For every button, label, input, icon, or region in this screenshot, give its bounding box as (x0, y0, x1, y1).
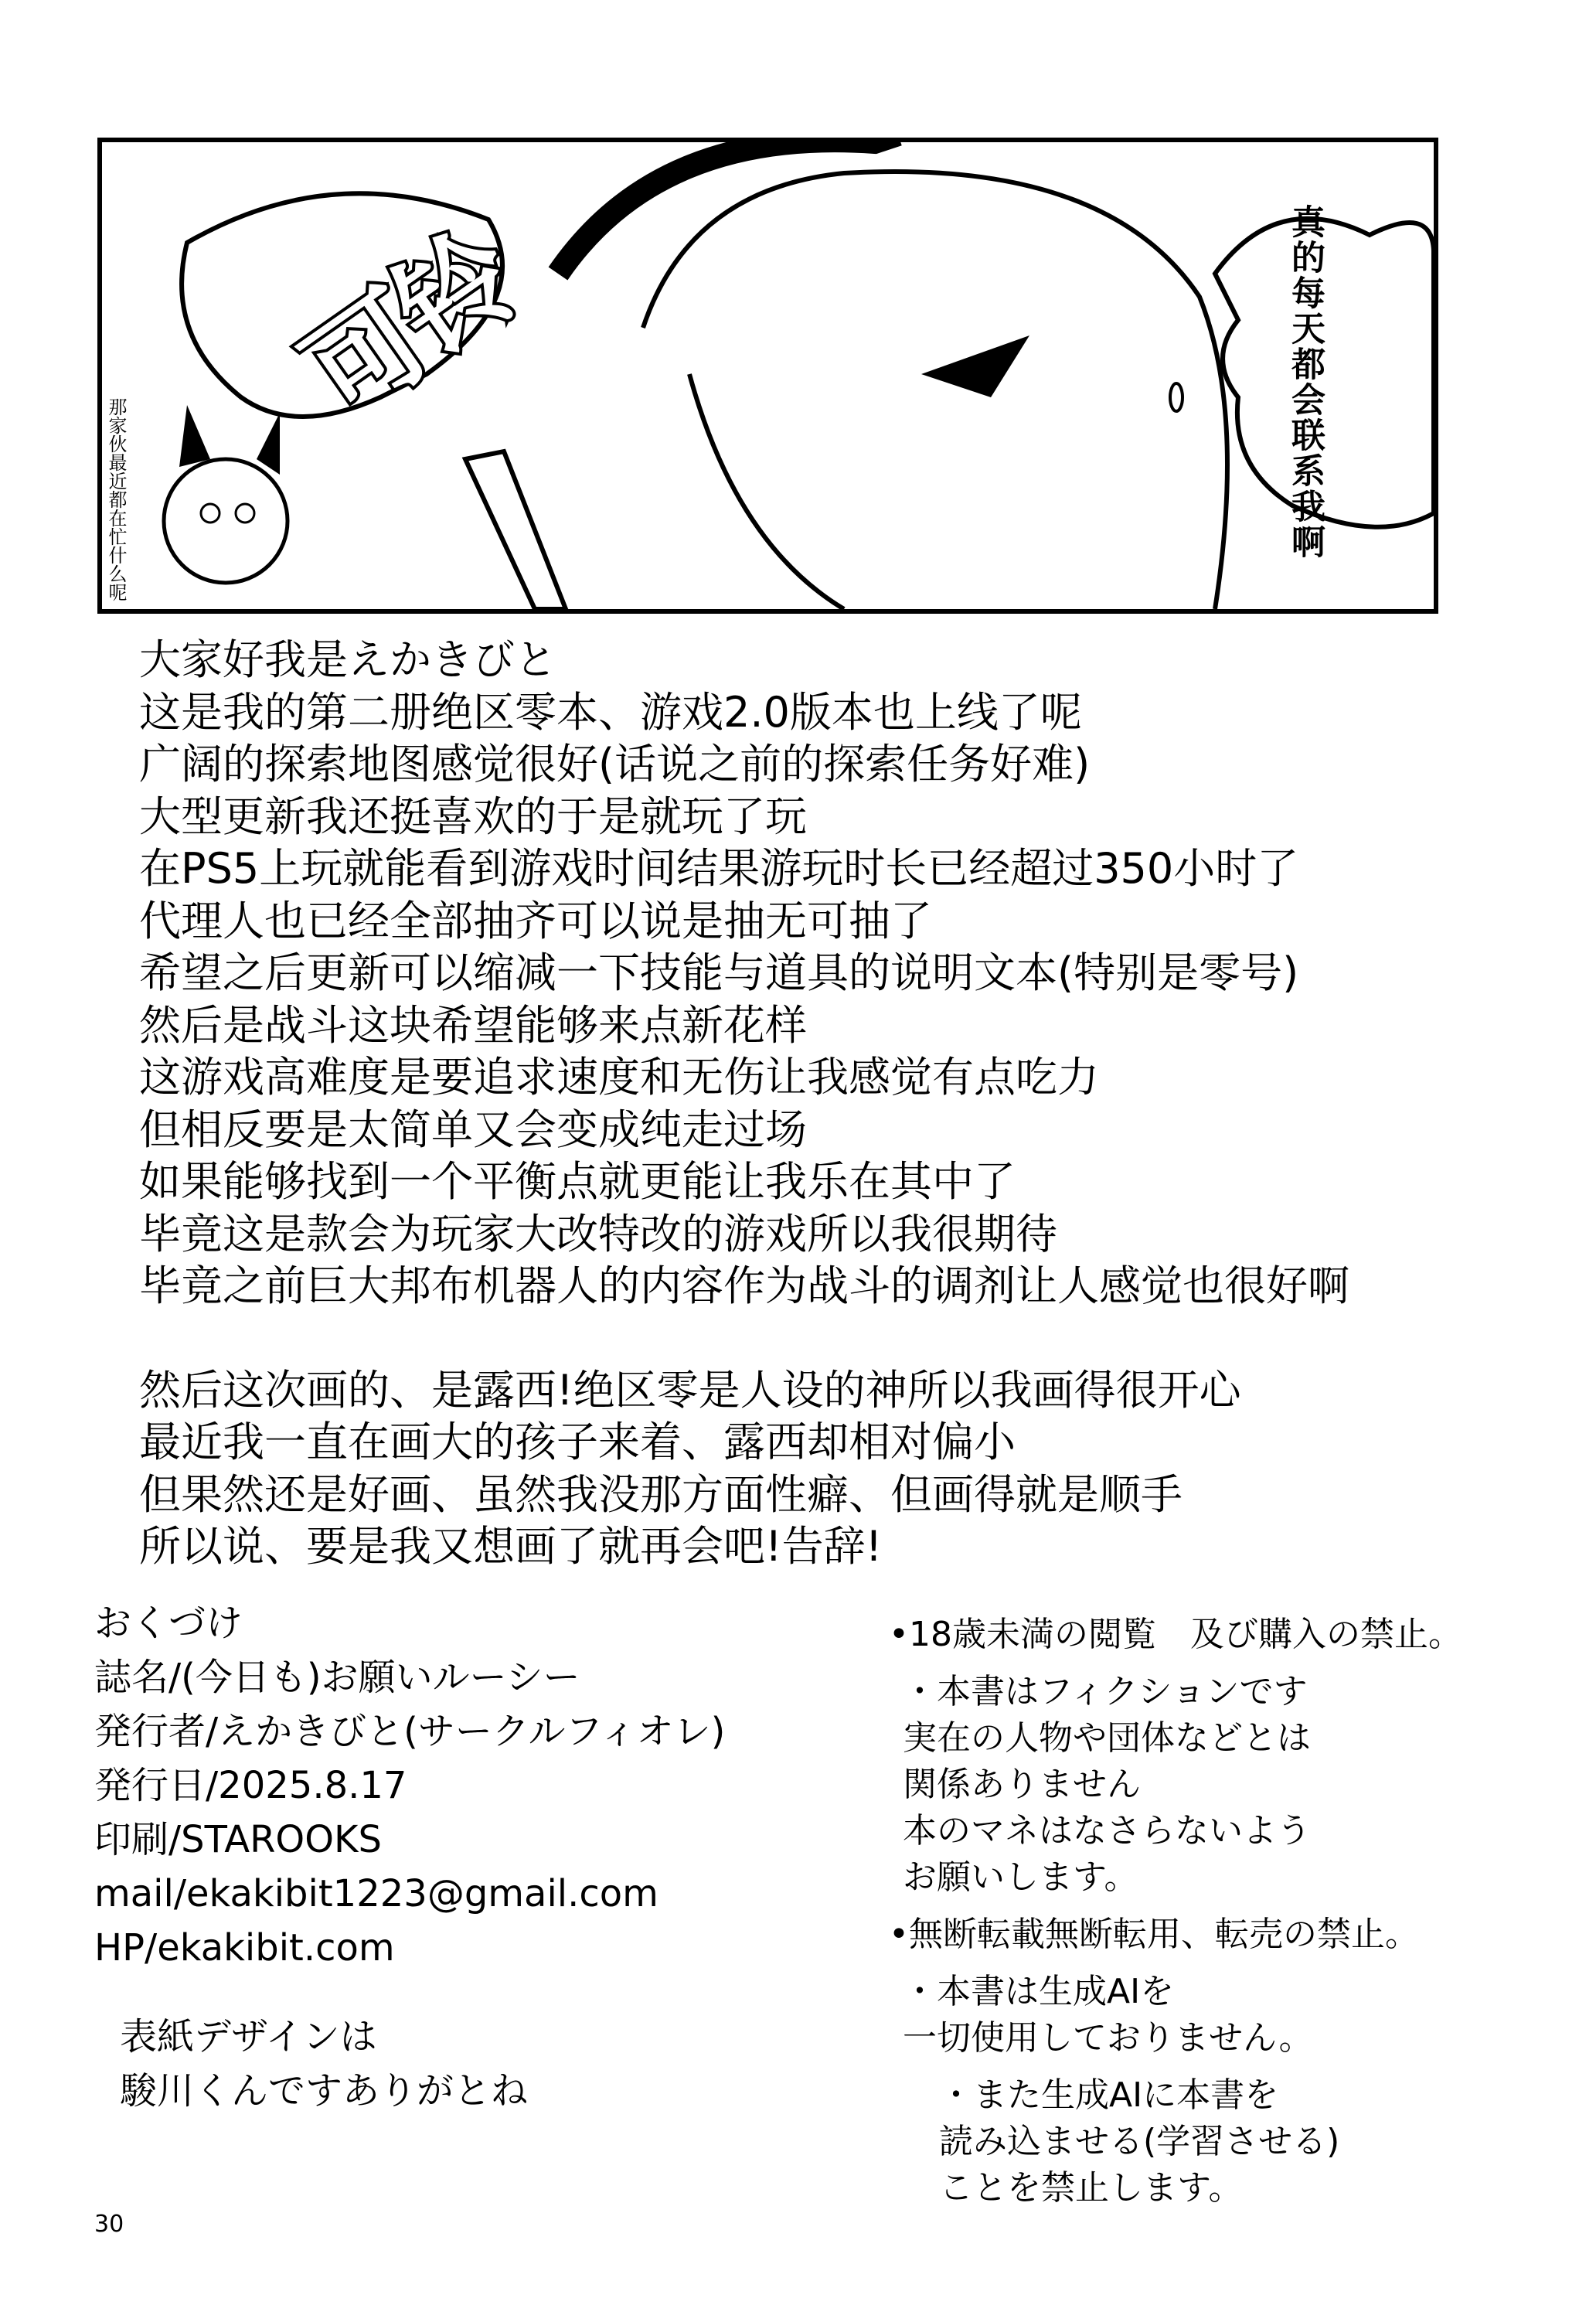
notice-line: 読み込ませる(学習させる) (939, 2122, 1340, 2161)
afterword-line: 但果然还是好画、虽然我没那方面性癖、但画得就是顺手 (139, 1469, 1183, 1519)
notice-line: お願いします。 (903, 1857, 1138, 1897)
afterword-line: 希望之后更新可以缩减一下技能与道具的说明文本(特别是零号) (139, 948, 1299, 997)
afterword-line: 这游戏高难度是要追求速度和无伤让我感觉有点吃力 (139, 1053, 1099, 1101)
notice-line: ことを禁止します。 (939, 2168, 1243, 2208)
notice-age: •18歳未満の閲覧 及び購入の禁止。 (889, 1615, 1462, 1654)
notice-fiction (889, 1669, 1462, 1901)
aside-text: 那家伙最近都在忙什么呢 (105, 397, 127, 601)
afterword-line: 毕竟这是款会为玩家大改特改的游戏所以我很期待 (139, 1209, 1057, 1258)
credit-line: 表紙デザインは (120, 2015, 377, 2058)
page-number: 30 (94, 2211, 124, 2238)
afterword-line: 这是我的第二册绝区零本、游戏2.0版本也上线了呢 (139, 687, 1082, 737)
notices (889, 1612, 1462, 2222)
notice-line: ・また生成AIに本書を (939, 2075, 1279, 2115)
manga-panel (97, 138, 1438, 614)
afterword-line: 大家好我是えかきびと (139, 635, 556, 684)
notice-repost: •無断転載無断転用、転売の禁止。 (889, 1915, 1419, 1954)
notice-line: 実在の人物や団体などとは (903, 1718, 1311, 1758)
afterword-line: 如果能够找到一个平衡点就更能让我乐在其中了 (139, 1157, 1016, 1206)
afterword-line: 然后是战斗这块希望能够来点新花样 (139, 1000, 807, 1050)
afterword-line: 但相反要是太简单又会变成纯走过场 (139, 1105, 807, 1154)
afterword-line: 所以说、要是我又想画了就再会吧!告辞! (139, 1522, 883, 1571)
afterword-line: 然后这次画的、是露西!绝区零是人设的神所以我画得很开心 (139, 1365, 1241, 1415)
notice-ai (889, 1969, 1462, 2062)
colophon-publisher: 発行者/えかきびと(サークルフィオレ) (94, 1710, 726, 1753)
afterword-line: 大型更新我还挺喜欢的于是就玩了玩 (139, 792, 807, 841)
sound-effect-text: 可铃 (282, 209, 537, 445)
afterword-line: 毕竟之前巨大邦布机器人的内容作为战斗的调剂让人感觉也很好啊 (139, 1261, 1349, 1310)
panel-illustration (102, 142, 1434, 609)
notice-line: ・本書は生成AIを (903, 1972, 1175, 2011)
afterword-line: 在PS5上玩就能看到游戏时间结果游玩时长已经超过350小时了 (139, 844, 1299, 893)
colophon-printer: 印刷/STAROOKS (94, 1818, 382, 1861)
notice-ai-training (889, 2072, 1462, 2211)
notice-line: 一切使用しておりません。 (903, 2018, 1313, 2058)
colophon-heading: おくづけ (94, 1602, 243, 1645)
afterword-line: 代理人也已经全部抽齐可以说是抽无可抽了 (139, 896, 932, 945)
colophon-date: 発行日/2025.8.17 (94, 1764, 407, 1807)
notice-line: ・本書はフィクションです (903, 1672, 1308, 1711)
afterword-line: 最近我一直在画大的孩子来着、露西却相对偏小 (139, 1418, 1016, 1466)
colophon-hp: HP/ekakibit.com (94, 1926, 395, 1970)
colophon (94, 1596, 725, 1975)
cover-credit (120, 2010, 528, 2118)
speech-bubble-text: 真的每天都会联系我啊 (1285, 204, 1325, 560)
afterword-line: 广阔的探索地图感觉很好(话说之前的探索任务好难) (139, 740, 1091, 788)
afterword-text (139, 634, 1349, 1573)
colophon-mail: mail/ekakibit1223@gmail.com (94, 1872, 658, 1915)
colophon-title: 誌名/(今日も)お願いルーシー (94, 1656, 580, 1699)
notice-line: 関係ありません (903, 1765, 1141, 1804)
notice-line: 本のマネはなさらないよう (903, 1811, 1311, 1850)
credit-line: 駿川くんですありがとね (120, 2069, 529, 2113)
